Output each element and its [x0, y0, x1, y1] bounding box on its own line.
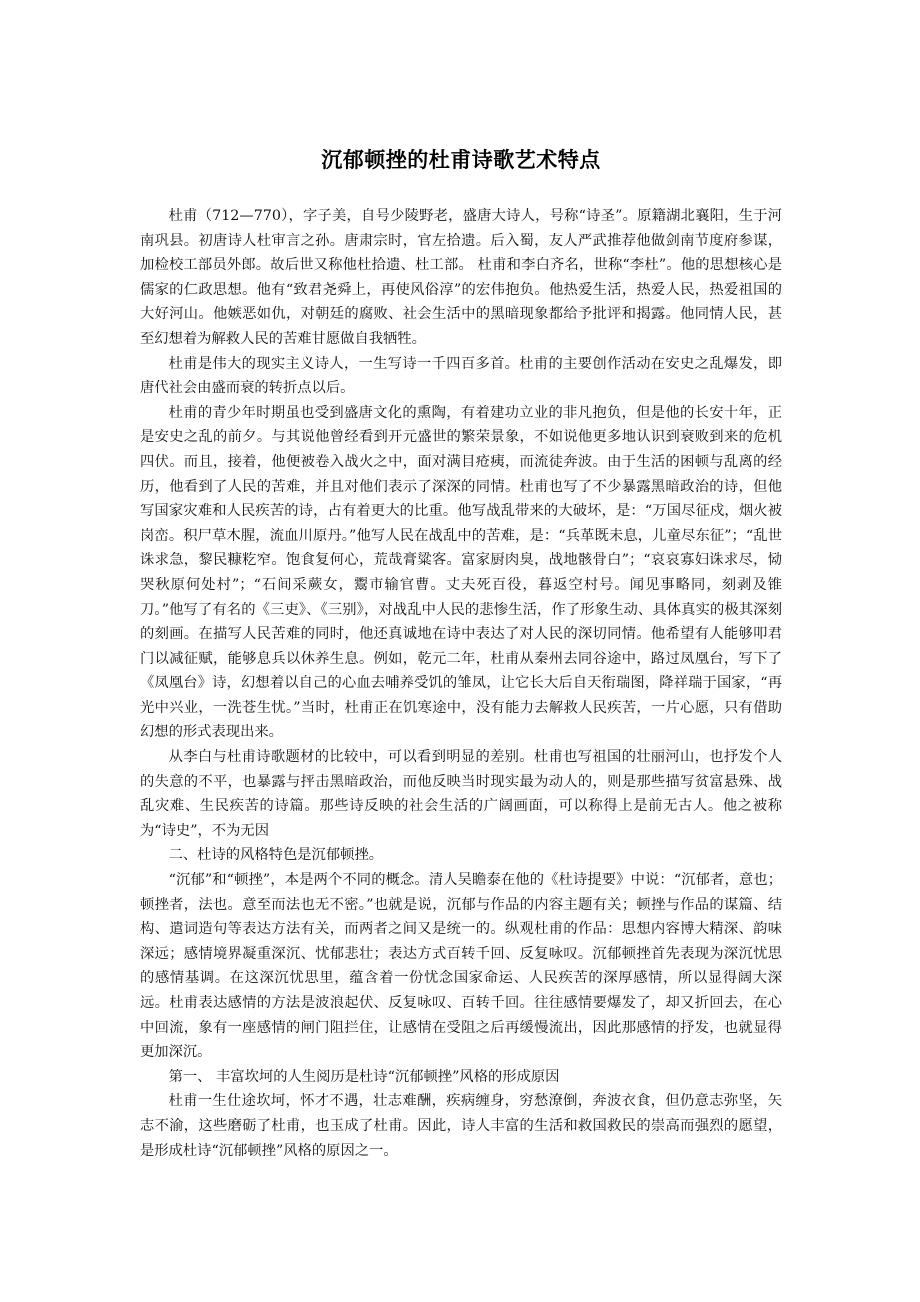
document-title: 沉郁顿挫的杜甫诗歌艺术特点 — [321, 148, 601, 172]
document-page — [140, 0, 782, 1163]
paragraph-chenyu-dunchuo: “沉郁”和“顿挫”，本是两个不同的概念。清人吴瞻泰在他的《杜诗提要》中说：“沉郁者，意也；顿挫者，法也。意至而法也无不密。”也就是说，沉郁与作品的内容主题有关；顿挫与作品的谋篇、结构、遣词造句等表达方法有关，而两者之间又是统一的。纵观杜甫的作品：思想内容博大精深、韵味深远；感情境界凝重深沉、忧郁悲壮；表达方式百转千回、反复咏叹。沉郁顿挫首先表现为深沉忧思的感情基调。在这深沉忧思里，蕴含着一份忧念国家命运、人民疾苦的深厚感情，所以显得阔大深远。杜甫表达感情的方法是波浪起伏、反复咏叹、百转千回。往往感情要爆发了，却又折回去，在心中回流，象有一座感情的闸门阻拦住，让感情在受阻之后再缓慢流出，因此那感情的抒发，也就显得更加深沉。 — [140, 872, 782, 1061]
subsection-heading-first: 第一、 丰富坎坷的人生阅历是杜诗“沉郁顿挫”风格的形成原因 — [168, 1068, 560, 1085]
document-body — [140, 204, 782, 1163]
section-heading-style: 二、杜诗的风格特色是沉郁顿挫。 — [168, 847, 384, 864]
paragraph-comparison: 从李白与杜甫诗歌题材的比较中，可以看到明显的差别。杜甫也写祖国的壮丽河山，也抒发个人的失意的不平，也暴露与抨击黑暗政治，而他反映当时现实最为动人的，则是那些描写贫富悬殊、战乱灾难、生民疾苦的诗篇。那些诗反映的社会生活的广阔画面，可以称得上是前无古人。他之被称为“诗史”，不为无因 — [140, 749, 782, 839]
paragraph-war-suffering: 杜甫的青少年时期虽也受到盛唐文化的熏陶，有着建功立业的非凡抱负，但是他的长安十年，正是安史之乱的前夕。与其说他曾经看到开元盛世的繁荣景象，不如说他更多地认识到衰败到来的危机四伏。而且，接着，他便被卷入战火之中，面对满目疮痍，而流徒奔波。由于生活的困顿与乱离的经历，他看到了人民的苦难，并且对他们表示了深深的同情。杜甫也写了不少暴露黑暗政治的诗，但他写国家灾难和人民疾苦的诗，占有着更大的比重。他写战乱带来的大破坏，是：“万国尽征戍，烟火被岗峦。积尸草木腥，流血川原丹。”他写人民在战乱中的苦难，是：“兵革既未息，儿童尽东征”；“乱世诛求急，黎民糠籺窄。饱食复何心，荒哉膏粱客。富家厨肉臭，战地骸骨白”；“哀哀寡妇诛求尽，恸哭秋原何处村”；“石间采蕨女，鬻市输官曹。丈夫死百役，暮返空村号。闻见事略同，刻剥及锥刀。”他写了有名的《三吏》、《三别》，对战乱中人民的悲惨生活，作了形象生动、具体真实的极其深刻的刻画。在描写人民苦难的同时，他还真诚地在诗中表达了对人民的深切同情。他希望有人能够叩君门以减征赋，能够息兵以休养生息。例如，乾元二年，杜甫从秦州去同谷途中，路过凤凰台，写下了《凤凰台》诗，幻想着以自己的心血去哺养受饥的雏凤，让它长大后自天衔瑞图，降祥瑞于国家，“再光中兴业，一洗苍生忧。”当时，杜甫正在饥寒途中，没有能力去解救人民疾苦，一片心愿，只有借助幻想的形式表现出来。 — [140, 404, 782, 741]
paragraph-realism: 杜甫是伟大的现实主义诗人，一生写诗一千四百多首。杜甫的主要创作活动在安史之乱爆发，即唐代社会由盛而衰的转折点以后。 — [140, 355, 782, 397]
paragraph-intro: 杜甫（712—770），字子美，自号少陵野老，盛唐大诗人，号称“诗圣”。原籍湖北襄阳，生于河南巩县。初唐诗人杜审言之孙。唐肃宗时，官左拾遗。后入蜀，友人严武推荐他做剑南节度府参谋，加检校工部员外郎。故后世又称他杜拾遗、杜工部。 杜甫和李白齐名，世称“李杜”。他的思想核心是儒家的仁政思想。他有“致君尧舜上，再使风俗淳”的宏伟抱负。他热爱生活，热爱人民，热爱祖国的大好河山。他嫉恶如仇，对朝廷的腐败、社会生活中的黑暗现象都给予批评和揭露。他同情人民，甚至幻想着为解救人民的苦难甘愿做自我牺牲。 — [140, 208, 782, 347]
paragraph-life-experience: 杜甫一生仕途坎坷，怀才不遇，壮志难酬，疾病缠身，穷愁潦倒，奔波衣食，但仍意志弥坚，矢志不渝，这些磨砺了杜甫，也玉成了杜甫。因此，诗人丰富的生活和救国救民的崇高而强烈的愿望，是形成杜诗“沉郁顿挫”风格的原因之一。 — [140, 1093, 782, 1159]
